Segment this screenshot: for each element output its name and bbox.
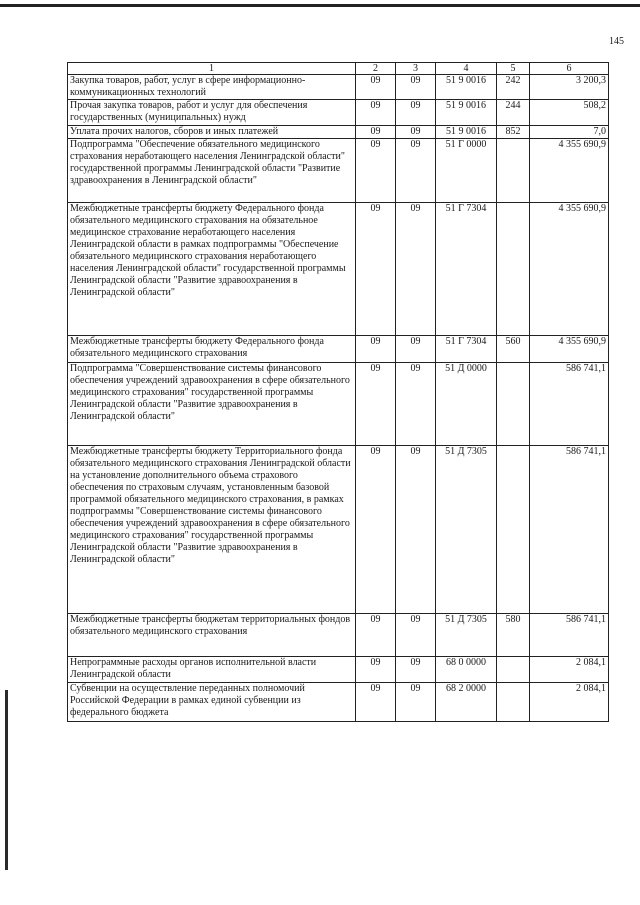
- row-section: 09: [356, 683, 396, 722]
- row-sum: 2 084,1: [530, 683, 609, 722]
- row-subsection: 09: [396, 336, 436, 363]
- table-row: [68, 75, 609, 100]
- row-subsection: 09: [396, 446, 436, 614]
- row-expense-type: 580: [497, 614, 530, 657]
- table-row: [68, 657, 609, 683]
- table-row: [68, 203, 609, 336]
- header-col-2: 2: [356, 63, 396, 75]
- scan-margin-mark: [5, 690, 8, 870]
- row-target-code: 51 Д 0000: [436, 363, 497, 446]
- row-expense-type: [497, 683, 530, 722]
- row-subsection: 09: [396, 363, 436, 446]
- row-section: 09: [356, 657, 396, 683]
- row-subsection: 09: [396, 657, 436, 683]
- row-name: Межбюджетные трансферты бюджетам территориальных фондов обязательного медицинского страхования: [68, 614, 356, 657]
- row-sum: 4 355 690,9: [530, 203, 609, 336]
- row-target-code: 51 Г 7304: [436, 203, 497, 336]
- row-sum: 508,2: [530, 100, 609, 126]
- row-name: Подпрограмма "Обеспечение обязательного медицинского страхования неработающего населения Ленинградской области" государственной программы Ленинградской области "Развитие здравоохранения в Ленинградской области": [68, 139, 356, 203]
- row-section: 09: [356, 336, 396, 363]
- row-sum: 7,0: [530, 126, 609, 139]
- table-row: [68, 446, 609, 614]
- row-name: Межбюджетные трансферты бюджету Территориального фонда обязательного медицинского страхования Ленинградской области на установление дополнительного объема страхового обеспечения по страховым случаям, установленным базовой программой обязательного медицинского страхования, в рамках подпрограммы "Совершенствование системы финансового обеспечения учреждений здравоохранения в сфере обязательного медицинского страхования" государственной программы Ленинградской области "Развитие здравоохранения в Ленинградской области": [68, 446, 356, 614]
- row-subsection: 09: [396, 100, 436, 126]
- header-col-5: 5: [497, 63, 530, 75]
- row-name: Межбюджетные трансферты бюджету Федерального фонда обязательного медицинского страхования на обязательное медицинское страхование неработающего населения Ленинградской области в рамках подпрограммы "Обеспечение обязательного медицинского страхования неработающего населения Ленинградской области" государственной программы Ленинградской области "Развитие здравоохранения в Ленинградской области": [68, 203, 356, 336]
- row-expense-type: [497, 446, 530, 614]
- table-row: [68, 336, 609, 363]
- row-subsection: 09: [396, 203, 436, 336]
- budget-table: [67, 62, 609, 722]
- row-name: Уплата прочих налогов, сборов и иных платежей: [68, 126, 356, 139]
- row-name: Прочая закупка товаров, работ и услуг для обеспечения государственных (муниципальных) нужд: [68, 100, 356, 126]
- row-expense-type: 852: [497, 126, 530, 139]
- row-subsection: 09: [396, 139, 436, 203]
- row-subsection: 09: [396, 614, 436, 657]
- row-section: 09: [356, 203, 396, 336]
- row-target-code: 51 Г 0000: [436, 139, 497, 203]
- row-target-code: 51 Д 7305: [436, 446, 497, 614]
- row-target-code: 51 Д 7305: [436, 614, 497, 657]
- row-name: Субвенции на осуществление переданных полномочий Российской Федерации в рамках единой субвенции из федерального бюджета: [68, 683, 356, 722]
- row-expense-type: [497, 203, 530, 336]
- row-sum: 586 741,1: [530, 446, 609, 614]
- row-sum: 3 200,3: [530, 75, 609, 100]
- row-name: Межбюджетные трансферты бюджету Федерального фонда обязательного медицинского страхования: [68, 336, 356, 363]
- table-row: [68, 683, 609, 722]
- row-section: 09: [356, 126, 396, 139]
- header-col-1: 1: [68, 63, 356, 75]
- row-expense-type: 244: [497, 100, 530, 126]
- row-target-code: 51 9 0016: [436, 75, 497, 100]
- row-section: 09: [356, 446, 396, 614]
- row-subsection: 09: [396, 75, 436, 100]
- table-row: [68, 100, 609, 126]
- row-section: 09: [356, 363, 396, 446]
- page-number: 145: [609, 36, 624, 47]
- header-col-3: 3: [396, 63, 436, 75]
- row-subsection: 09: [396, 683, 436, 722]
- row-sum: 586 741,1: [530, 363, 609, 446]
- table-header-row: [68, 63, 609, 75]
- row-name: Непрограммные расходы органов исполнительной власти Ленинградской области: [68, 657, 356, 683]
- row-target-code: 51 Г 7304: [436, 336, 497, 363]
- table-row: [68, 139, 609, 203]
- row-expense-type: [497, 139, 530, 203]
- row-section: 09: [356, 139, 396, 203]
- row-target-code: 68 0 0000: [436, 657, 497, 683]
- row-sum: 586 741,1: [530, 614, 609, 657]
- table-row: [68, 126, 609, 139]
- row-expense-type: [497, 363, 530, 446]
- header-col-6: 6: [530, 63, 609, 75]
- table-row: [68, 614, 609, 657]
- row-name: Закупка товаров, работ, услуг в сфере информационно-коммуникационных технологий: [68, 75, 356, 100]
- row-target-code: 68 2 0000: [436, 683, 497, 722]
- table-row: [68, 363, 609, 446]
- row-sum: 4 355 690,9: [530, 139, 609, 203]
- row-expense-type: 242: [497, 75, 530, 100]
- row-section: 09: [356, 100, 396, 126]
- row-expense-type: 560: [497, 336, 530, 363]
- row-subsection: 09: [396, 126, 436, 139]
- row-section: 09: [356, 614, 396, 657]
- row-sum: 2 084,1: [530, 657, 609, 683]
- row-target-code: 51 9 0016: [436, 126, 497, 139]
- row-expense-type: [497, 657, 530, 683]
- row-name: Подпрограмма "Совершенствование системы финансового обеспечения учреждений здравоохранения в сфере обязательного медицинского страхования" государственной программы Ленинградской области "Развитие здравоохранения в Ленинградской области": [68, 363, 356, 446]
- header-col-4: 4: [436, 63, 497, 75]
- row-section: 09: [356, 75, 396, 100]
- top-rule: [0, 4, 640, 7]
- row-sum: 4 355 690,9: [530, 336, 609, 363]
- row-target-code: 51 9 0016: [436, 100, 497, 126]
